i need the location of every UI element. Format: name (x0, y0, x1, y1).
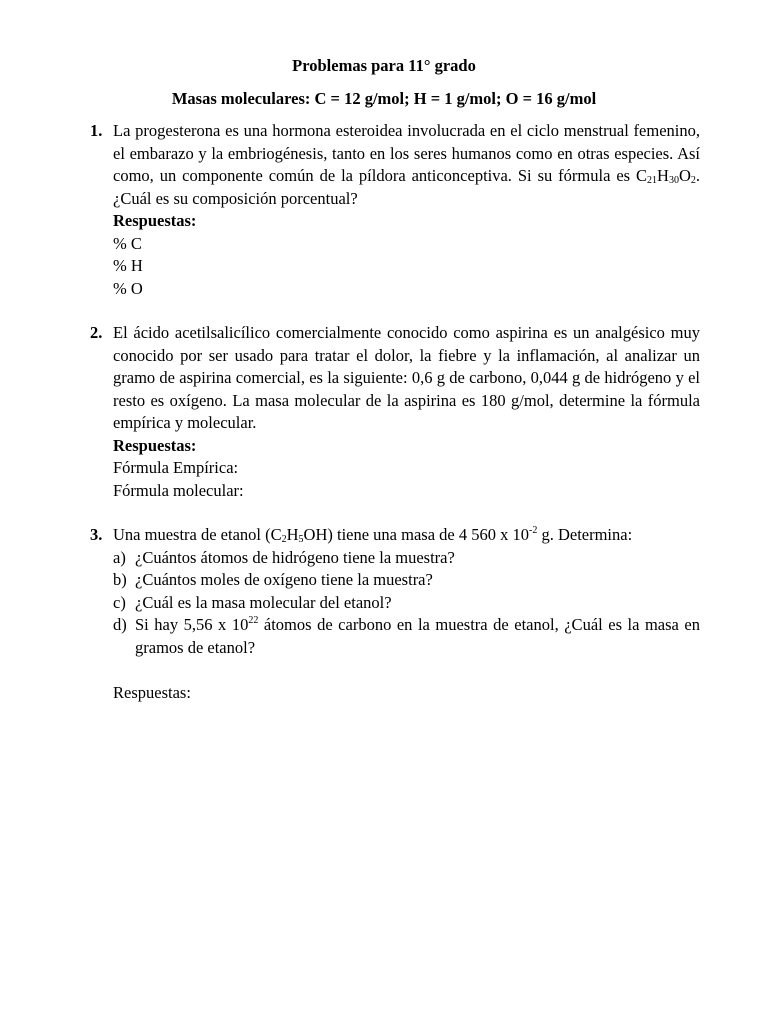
answers-label: Respuestas: (113, 682, 191, 702)
item-text: átomos de carbono en la muestra de etanol, ¿Cuál es la masa en gramos de etanol? (135, 615, 700, 657)
answer-line: % O (113, 278, 143, 298)
problem-statement (113, 120, 700, 210)
problem-number: 1. (90, 121, 103, 140)
list-item (113, 592, 700, 615)
statement-text: OH) tiene una masa de 4 560 x 10 (303, 525, 529, 544)
subscript: 21 (647, 175, 658, 186)
problem-statement (113, 524, 700, 547)
molecular-masses-heading: Masas moleculares: C = 12 g/mol; H = 1 g/mol; O = 16 g/mol (171, 89, 597, 108)
answer-line: Fórmula Empírica: (113, 458, 239, 477)
formula-symbol: H (657, 166, 669, 185)
subscript: 2 (281, 534, 287, 545)
item-text: Si hay 5,56 x 10 (135, 615, 249, 634)
problem-number: 3. (90, 525, 103, 544)
problem-number: 2. (90, 323, 103, 342)
statement-text: g. Determina: (537, 525, 633, 544)
superscript: -2 (528, 525, 538, 536)
subscript: 2 (690, 175, 696, 186)
item-marker: b) (113, 570, 127, 589)
answer-line: % C (113, 233, 142, 253)
item-marker: c) (113, 592, 126, 612)
formula-symbol: H (286, 525, 299, 544)
answer-line: % H (113, 256, 143, 275)
problem-statement: El ácido acetilsalicílico comercialmente conocido como aspirina es un analgésico muy conocido por ser usado para tratar el dolor, la fiebre y la inflamación, al analizar un gramo de aspirina comercial, es la siguiente: 0,6 g de carbono, 0,044 g de hidrógeno y el resto es oxígeno. La masa molecular de la aspirina es 180 g/mol, determine la fórmula empírica y molecular. (113, 323, 700, 432)
answers-label: Respuestas: (113, 211, 197, 230)
item-marker: a) (113, 547, 126, 567)
statement-text: . ¿Cuál es su composición porcentual? (113, 166, 700, 208)
item-text: ¿Cuántos átomos de hidrógeno tiene la muestra? (135, 547, 455, 567)
subscript: 30 (668, 175, 679, 186)
item-text: ¿Cuál es la masa molecular del etanol? (135, 592, 392, 612)
list-item (113, 569, 700, 592)
formula-symbol: O (678, 166, 691, 185)
page-title: Problemas para 11° grado (292, 56, 476, 75)
list-item (113, 614, 700, 659)
list-item (113, 547, 700, 570)
answer-line: Fórmula molecular: (113, 480, 244, 500)
item-text: ¿Cuántos moles de oxígeno tiene la muestra? (135, 570, 433, 589)
subscript: 5 (298, 534, 304, 545)
statement-text: Una muestra de etanol (C (113, 525, 282, 544)
answers-label: Respuestas: (113, 435, 197, 455)
question-list (113, 547, 700, 660)
superscript: 22 (248, 615, 259, 626)
problem-body (113, 322, 700, 502)
problem-body (113, 120, 700, 300)
item-marker: d) (113, 615, 127, 634)
statement-text: La progesterona es una hormona esteroidea involucrada en el ciclo menstrual femenino, el embarazo y la embriogénesis, tanto en los seres humanos como en otras especies. Así como, un componente común de la píldora anticonceptiva. Si su fórmula es C (113, 121, 700, 185)
problem-body (113, 524, 700, 704)
